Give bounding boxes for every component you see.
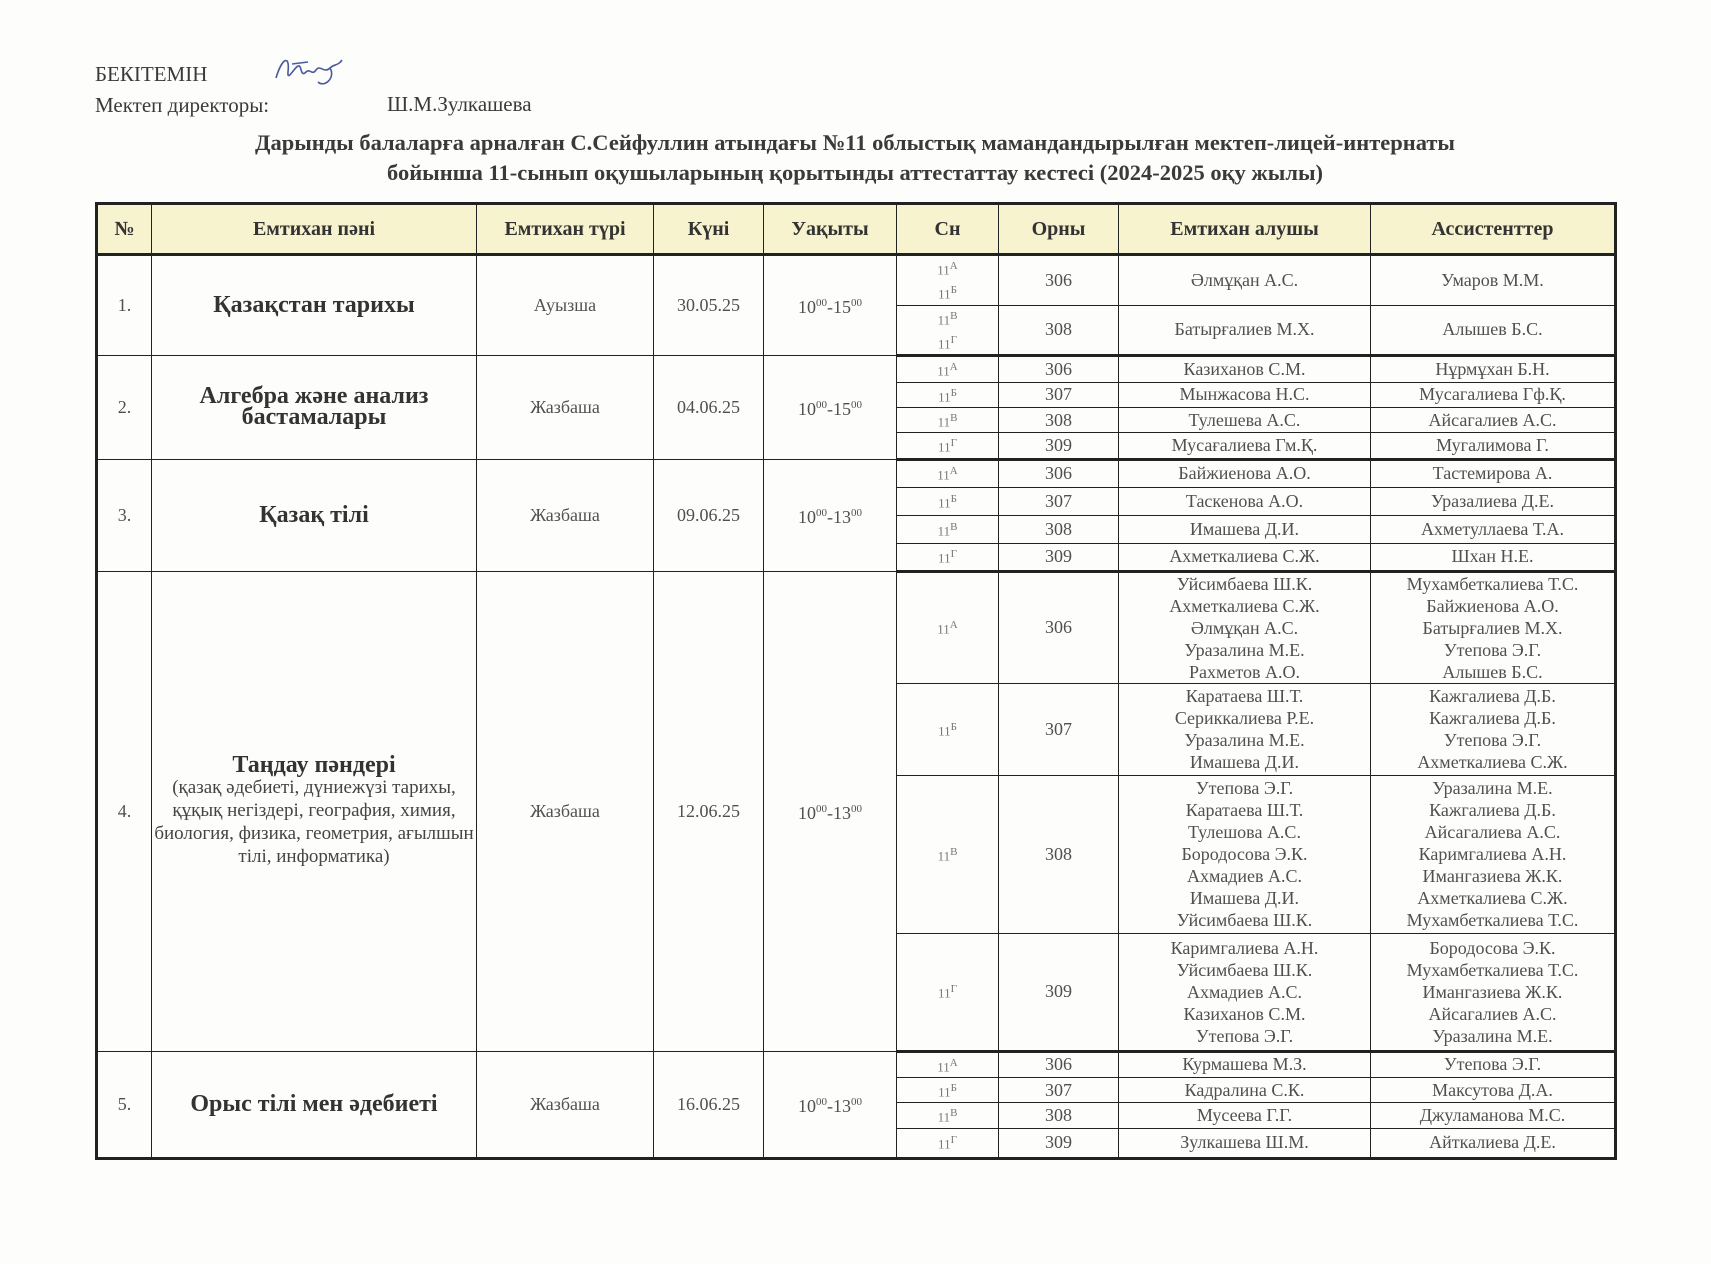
assistant-name: Мухамбеткалиева Т.С. bbox=[1406, 959, 1579, 980]
header-examiner: Емтихан алушы bbox=[1119, 204, 1371, 255]
assistant-cell: Ахметуллаева Т.А. bbox=[1371, 515, 1616, 543]
examiner-name: Тулешова А.С. bbox=[1188, 822, 1301, 843]
title-line-2: бойынша 11-сынып оқушыларының қорытынды аттестаттау кестесі (2024-2025 оқу жылы) bbox=[386, 160, 1323, 185]
exam-schedule-table bbox=[95, 202, 1617, 1160]
assistant-name: Имангазиева Ж.К. bbox=[1422, 981, 1563, 1002]
director-name: Ш.М.Зулкашева bbox=[387, 92, 532, 116]
examiner-cell: Мусағалиева Гм.Қ. bbox=[1119, 433, 1371, 459]
header-num: № bbox=[97, 204, 152, 255]
examiner-name: Ахмадиев А.С. bbox=[1186, 981, 1303, 1002]
examiner-name: Каримгалиева А.Н. bbox=[1170, 937, 1319, 958]
class-cell: $11^А$ $11^Б$ bbox=[897, 255, 999, 306]
examiner-name: Сериккалиева Р.Е. bbox=[1174, 708, 1315, 729]
approval-label: БЕКІТЕМІН bbox=[95, 62, 208, 86]
assistant-cell bbox=[1371, 933, 1616, 1051]
exam-date: 12.06.25 bbox=[654, 571, 764, 1051]
header-subject: Емтихан пәні bbox=[152, 204, 477, 255]
director-signature bbox=[268, 48, 358, 96]
exam-subject bbox=[152, 571, 477, 1051]
exam-date: 16.06.25 bbox=[654, 1051, 764, 1158]
class-cell: $11^Б$ bbox=[897, 382, 999, 407]
examiner-name: Имашева Д.И. bbox=[1189, 752, 1300, 773]
examiner-cell bbox=[1119, 775, 1371, 933]
examiner-cell: Курмашева М.З. bbox=[1119, 1051, 1371, 1077]
examiner-cell: Имашева Д.И. bbox=[1119, 515, 1371, 543]
assistant-cell: Мугалимова Г. bbox=[1371, 433, 1616, 459]
examiner-name: Уразалина М.Е. bbox=[1184, 639, 1305, 660]
room-cell: 307 bbox=[999, 382, 1119, 407]
exam-subject: Қазақ тілі bbox=[152, 459, 477, 571]
class-cell: $11^В$ $11^Г$ bbox=[897, 305, 999, 356]
exam-subject: Алгебра және анализ бастамалары bbox=[152, 356, 477, 459]
assistant-name: Ахметкалиева С.Ж. bbox=[1417, 888, 1568, 909]
exam-time: $10^{00}-13^{00}$ bbox=[764, 459, 897, 571]
examiner-name: Имашева Д.И. bbox=[1189, 888, 1300, 909]
header-date: Күні bbox=[654, 204, 764, 255]
examiner-name: Бородосова Э.К. bbox=[1181, 844, 1308, 865]
room-cell: 307 bbox=[999, 487, 1119, 515]
assistant-name: Айсагалиева А.С. bbox=[1424, 822, 1561, 843]
assistant-cell bbox=[1371, 775, 1616, 933]
room-cell: 306 bbox=[999, 571, 1119, 683]
room-cell: 309 bbox=[999, 433, 1119, 459]
assistant-name: Уразалина М.Е. bbox=[1432, 778, 1553, 799]
assistant-name: Каримгалиева А.Н. bbox=[1418, 844, 1567, 865]
table-row bbox=[97, 459, 1616, 487]
assistant-cell: Нұрмұхан Б.Н. bbox=[1371, 356, 1616, 382]
assistant-cell: Шхан Н.Е. bbox=[1371, 543, 1616, 571]
room-cell: 309 bbox=[999, 543, 1119, 571]
assistant-cell: Мусагалиева Гф.Қ. bbox=[1371, 382, 1616, 407]
room-cell: 306 bbox=[999, 356, 1119, 382]
room-cell: 307 bbox=[999, 683, 1119, 775]
exam-date: 09.06.25 bbox=[654, 459, 764, 571]
examiner-cell: Казиханов С.М. bbox=[1119, 356, 1371, 382]
assistant-name: Айсагалиев А.С. bbox=[1428, 1003, 1557, 1024]
class-cell: $11^А$ bbox=[897, 356, 999, 382]
room-cell: 308 bbox=[999, 515, 1119, 543]
class-cell: $11^Г$ bbox=[897, 933, 999, 1051]
assistant-name: Имангазиева Ж.К. bbox=[1422, 866, 1563, 887]
room-cell: 308 bbox=[999, 305, 1119, 356]
examiner-name: Каратаева Ш.Т. bbox=[1185, 686, 1304, 707]
table-row bbox=[97, 1051, 1616, 1077]
class-cell: $11^Б$ bbox=[897, 1077, 999, 1102]
class-cell: $11^А$ bbox=[897, 1051, 999, 1077]
examiner-name: Каратаева Ш.Т. bbox=[1185, 800, 1304, 821]
director-label: Мектеп директоры: bbox=[95, 93, 270, 117]
assistant-cell: Алышев Б.С. bbox=[1371, 305, 1616, 356]
header-time: Уақыты bbox=[764, 204, 897, 255]
table-row bbox=[97, 255, 1616, 306]
assistant-cell bbox=[1371, 571, 1616, 683]
assistant-cell bbox=[1371, 683, 1616, 775]
header-room: Орны bbox=[999, 204, 1119, 255]
examiner-cell: Мусеева Г.Г. bbox=[1119, 1103, 1371, 1128]
room-cell: 308 bbox=[999, 1103, 1119, 1128]
exam-number: 1. bbox=[97, 255, 152, 356]
assistant-cell: Утепова Э.Г. bbox=[1371, 1051, 1616, 1077]
title-line-1: Дарынды балаларға арналған С.Сейфуллин атындағы №11 облыстық мамандандырылған мектеп-лицей-интернаты bbox=[254, 130, 1455, 155]
examiner-cell bbox=[1119, 933, 1371, 1051]
assistant-name: Мухамбеткалиева Т.С. bbox=[1406, 573, 1579, 594]
examiner-name: Әлмұқан А.С. bbox=[1190, 617, 1299, 638]
examiner-name: Утепова Э.Г. bbox=[1195, 1025, 1294, 1046]
examiner-name: Уйсимбаева Ш.К. bbox=[1176, 910, 1313, 931]
room-cell: 309 bbox=[999, 933, 1119, 1051]
class-cell: $11^В$ bbox=[897, 775, 999, 933]
room-cell: 308 bbox=[999, 775, 1119, 933]
document-title bbox=[100, 128, 1610, 188]
assistant-cell: Максутова Д.А. bbox=[1371, 1077, 1616, 1102]
examiner-name: Уйсимбаева Ш.К. bbox=[1176, 959, 1313, 980]
room-cell: 306 bbox=[999, 255, 1119, 306]
exam-number: 4. bbox=[97, 571, 152, 1051]
examiner-name: Ахметкалиева С.Ж. bbox=[1169, 595, 1320, 616]
examiner-cell: Тулешева А.С. bbox=[1119, 407, 1371, 432]
exam-number: 3. bbox=[97, 459, 152, 571]
exam-time: $10^{00}-13^{00}$ bbox=[764, 1051, 897, 1158]
exam-time: $10^{00}-13^{00}$ bbox=[764, 571, 897, 1051]
exam-subject: Орыс тілі мен әдебиеті bbox=[152, 1051, 477, 1158]
assistant-cell: Тастемирова А. bbox=[1371, 459, 1616, 487]
assistant-name: Уразалина М.Е. bbox=[1432, 1025, 1553, 1046]
class-cell: $11^В$ bbox=[897, 515, 999, 543]
class-cell: $11^А$ bbox=[897, 571, 999, 683]
class-cell: $11^В$ bbox=[897, 1103, 999, 1128]
examiner-name: Уразалина М.Е. bbox=[1184, 730, 1305, 751]
assistant-name: Утепова Э.Г. bbox=[1443, 639, 1542, 660]
approval-block bbox=[95, 62, 532, 118]
examiner-cell: Кадралина С.К. bbox=[1119, 1077, 1371, 1102]
header-type: Емтихан түрі bbox=[477, 204, 654, 255]
assistant-name: Кажгалиева Д.Б. bbox=[1429, 708, 1556, 729]
assistant-name: Байжиенова А.О. bbox=[1426, 595, 1559, 616]
exam-type: Жазбаша bbox=[477, 571, 654, 1051]
examiner-name: Уйсимбаева Ш.К. bbox=[1176, 573, 1313, 594]
table-row bbox=[97, 356, 1616, 382]
examiner-cell bbox=[1119, 683, 1371, 775]
room-cell: 309 bbox=[999, 1128, 1119, 1158]
examiner-cell: Байжиенова А.О. bbox=[1119, 459, 1371, 487]
room-cell: 306 bbox=[999, 459, 1119, 487]
examiner-cell: Әлмұқан А.С. bbox=[1119, 255, 1371, 306]
assistant-name: Утепова Э.Г. bbox=[1443, 730, 1542, 751]
exam-type: Ауызша bbox=[477, 255, 654, 356]
exam-time: $10^{00}-15^{00}$ bbox=[764, 255, 897, 356]
examiner-name: Казиханов С.М. bbox=[1183, 1003, 1306, 1024]
assistant-name: Ахметкалиева С.Ж. bbox=[1417, 752, 1568, 773]
examiner-cell: Мынжасова Н.С. bbox=[1119, 382, 1371, 407]
examiner-cell: Зулкашева Ш.М. bbox=[1119, 1128, 1371, 1158]
examiner-cell: Батырғалиев М.Х. bbox=[1119, 305, 1371, 356]
assistant-name: Алышев Б.С. bbox=[1442, 661, 1543, 682]
examiner-cell bbox=[1119, 571, 1371, 683]
exam-date: 04.06.25 bbox=[654, 356, 764, 459]
assistant-name: Мухамбеткалиева Т.С. bbox=[1406, 910, 1579, 931]
examiner-name: Утепова Э.Г. bbox=[1195, 778, 1294, 799]
exam-number: 2. bbox=[97, 356, 152, 459]
exam-number: 5. bbox=[97, 1051, 152, 1158]
assistant-cell: Джуламанова М.С. bbox=[1371, 1103, 1616, 1128]
exam-type: Жазбаша bbox=[477, 356, 654, 459]
assistant-cell: Айткалиева Д.Е. bbox=[1371, 1128, 1616, 1158]
assistant-cell: Умаров М.М. bbox=[1371, 255, 1616, 306]
room-cell: 308 bbox=[999, 407, 1119, 432]
assistant-cell: Айсагалиев А.С. bbox=[1371, 407, 1616, 432]
assistant-name: Кажгалиева Д.Б. bbox=[1429, 686, 1556, 707]
class-cell: $11^В$ bbox=[897, 407, 999, 432]
class-cell: $11^Г$ bbox=[897, 1128, 999, 1158]
room-cell: 306 bbox=[999, 1051, 1119, 1077]
table-row bbox=[97, 571, 1616, 683]
examiner-name: Ахмадиев А.С. bbox=[1186, 866, 1303, 887]
exam-subject-title: Таңдау пәндері bbox=[232, 751, 396, 778]
class-cell: $11^Б$ bbox=[897, 683, 999, 775]
exam-time: $10^{00}-15^{00}$ bbox=[764, 356, 897, 459]
exam-subject: Қазақстан тарихы bbox=[152, 255, 477, 356]
room-cell: 307 bbox=[999, 1077, 1119, 1102]
assistant-name: Кажгалиева Д.Б. bbox=[1429, 800, 1556, 821]
assistant-name: Бородосова Э.К. bbox=[1429, 937, 1556, 958]
examiner-cell: Ахметкалиева С.Ж. bbox=[1119, 543, 1371, 571]
examiner-cell: Таскенова А.О. bbox=[1119, 487, 1371, 515]
exam-type: Жазбаша bbox=[477, 459, 654, 571]
exam-type: Жазбаша bbox=[477, 1051, 654, 1158]
assistant-cell: Уразалиева Д.Е. bbox=[1371, 487, 1616, 515]
examiner-name: Рахметов А.О. bbox=[1188, 661, 1300, 682]
exam-date: 30.05.25 bbox=[654, 255, 764, 356]
class-cell: $11^Г$ bbox=[897, 543, 999, 571]
assistant-name: Батырғалиев М.Х. bbox=[1422, 617, 1563, 638]
header-class: Сн bbox=[897, 204, 999, 255]
exam-subject-note: (қазақ әдебиеті, дүниежүзі тарихы, құқық негіздері, география, химия, биология, физика, геометрия, ағылшын тілі, информатика) bbox=[154, 776, 474, 867]
table-header-row bbox=[97, 204, 1616, 255]
header-assistant: Ассистенттер bbox=[1371, 204, 1616, 255]
class-cell: $11^Г$ bbox=[897, 433, 999, 459]
class-cell: $11^Б$ bbox=[897, 487, 999, 515]
class-cell: $11^А$ bbox=[897, 459, 999, 487]
